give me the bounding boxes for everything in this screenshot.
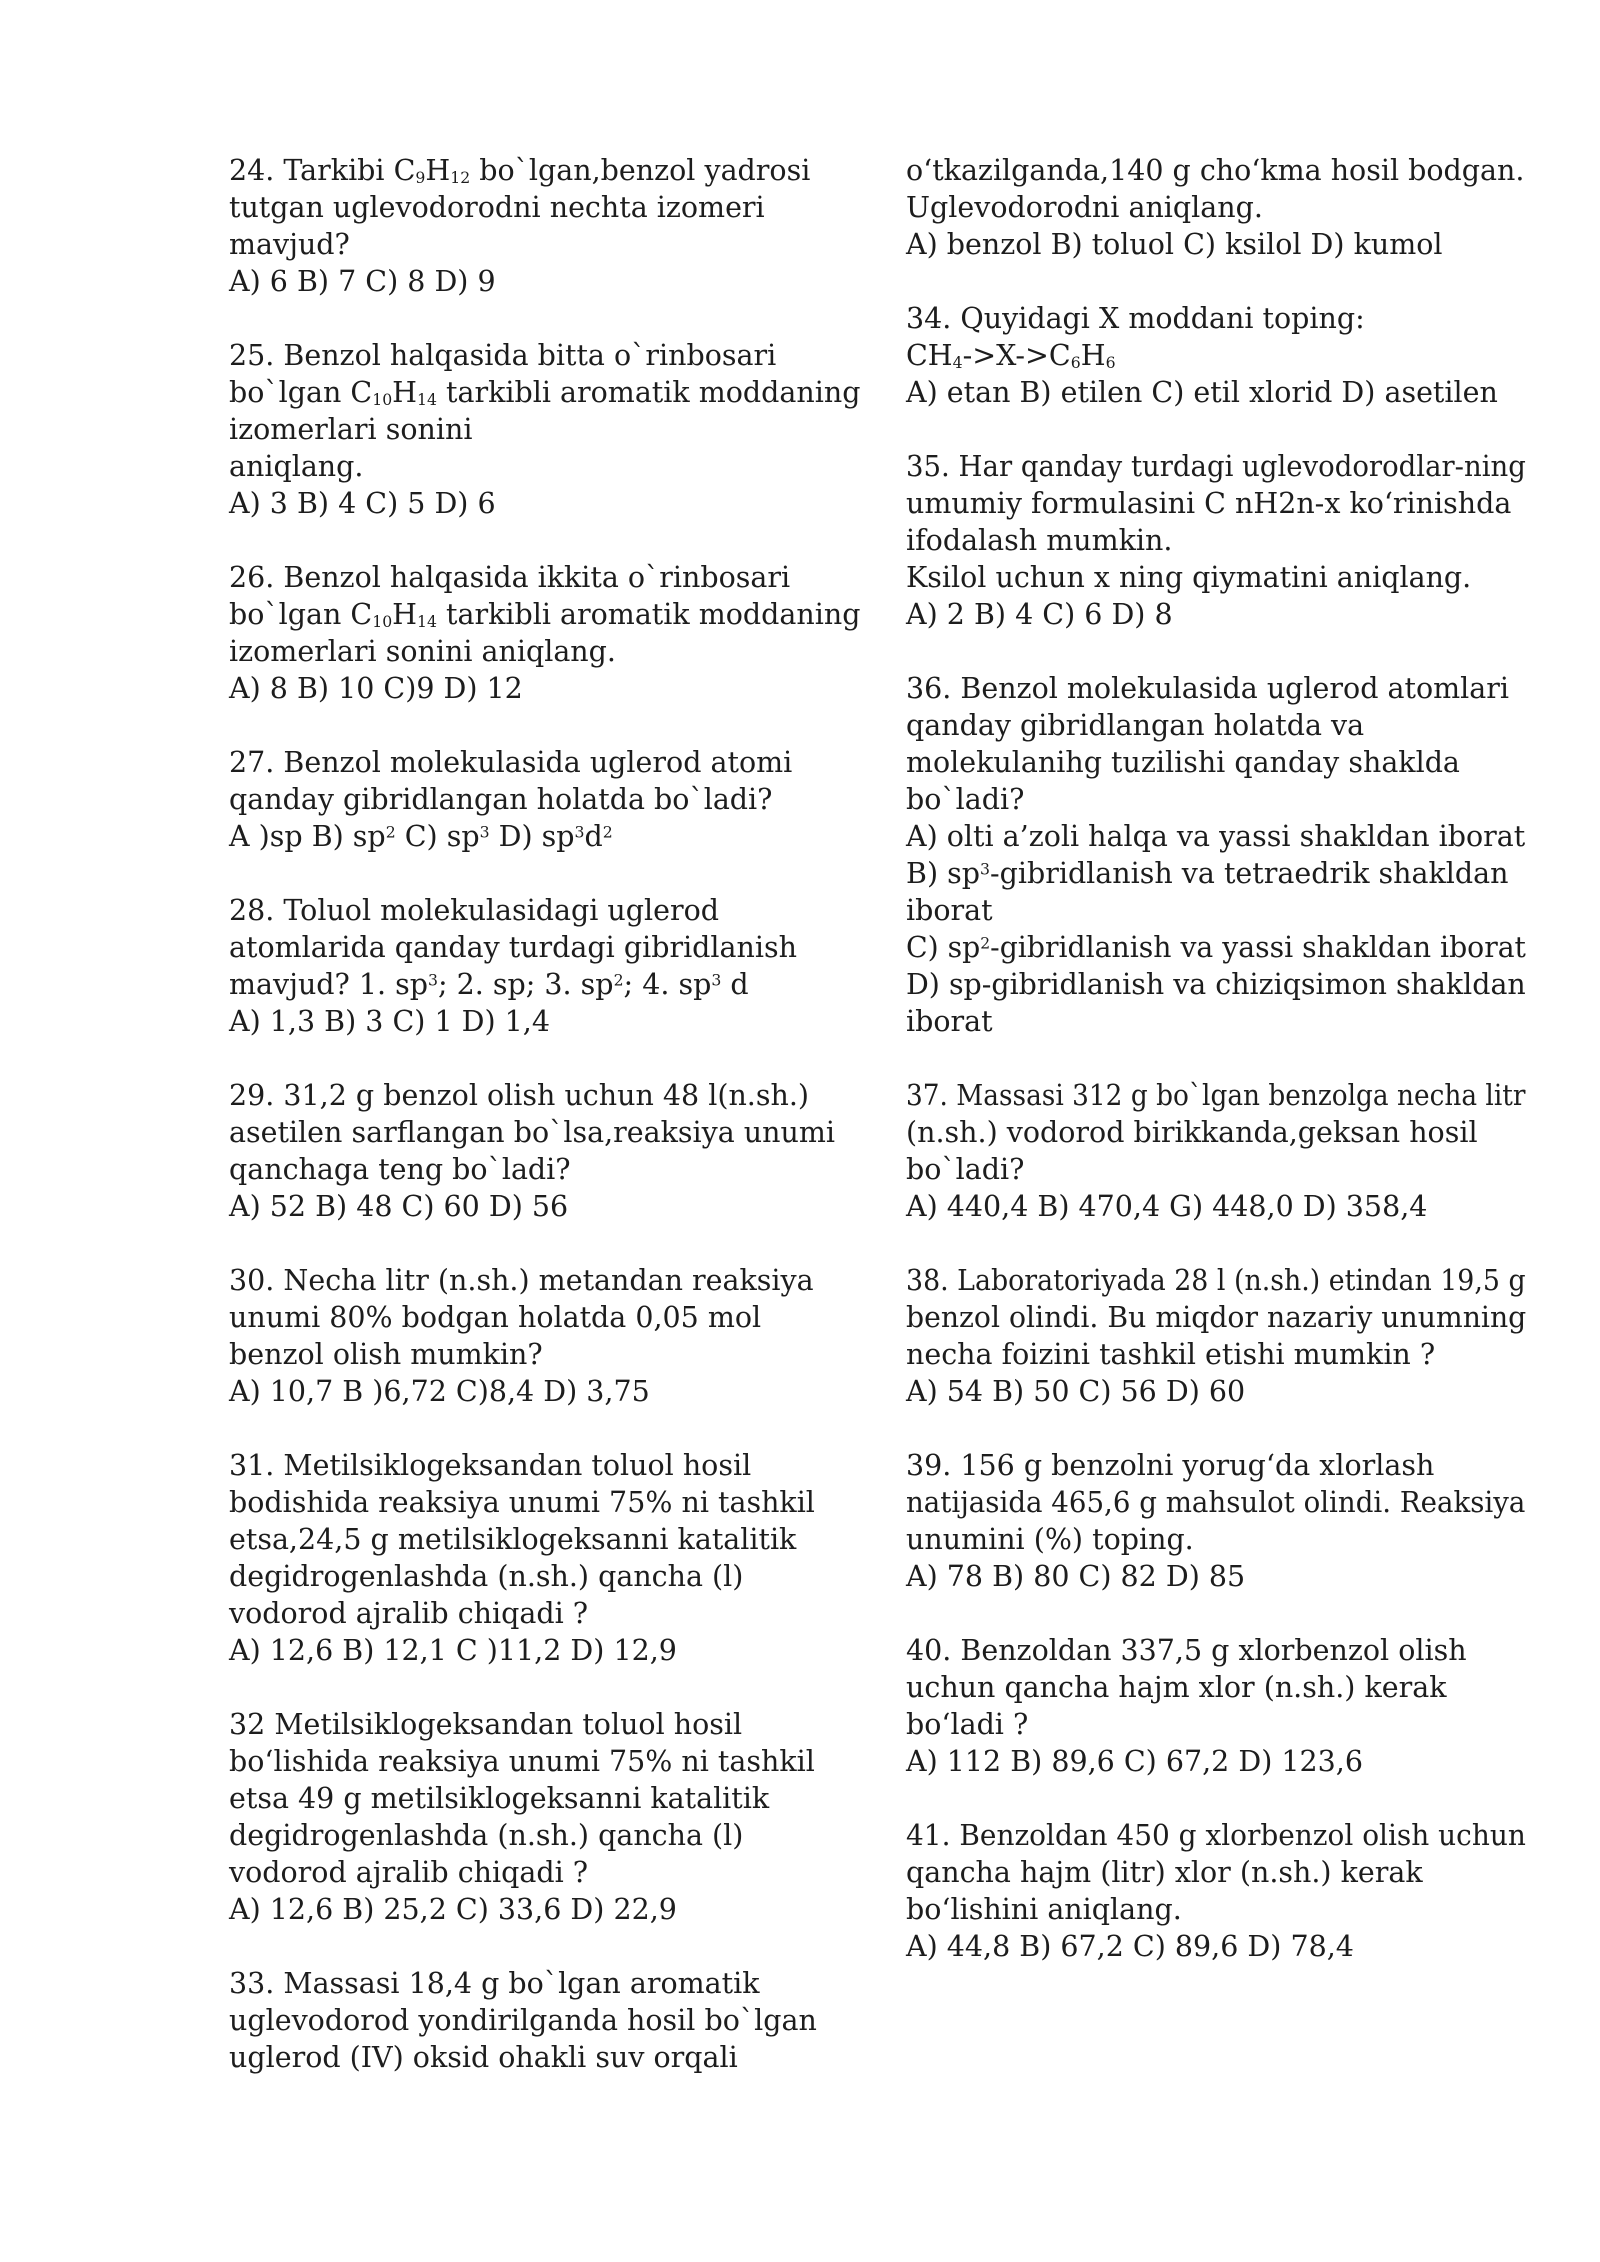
question-block	[906, 1077, 1526, 1225]
question-line: benzol olish mumkin?	[229, 1338, 543, 1371]
question-line: bo‘lishida reaksiya unumi 75% ni tashkil	[229, 1745, 815, 1778]
question-line: A) benzol B) toluol C) ksilol D) kumol	[906, 228, 1443, 261]
question-line: mavjud?	[229, 228, 350, 261]
question-line: asetilen sarflangan bo`lsa,reaksiya unumi	[229, 1116, 835, 1149]
question-line: qancha hajm (litr) xlor (n.sh.) kerak	[906, 1856, 1423, 1889]
question-line: bo`lgan $C_{10}H_{14}$ tarkibli aromatik moddaning	[229, 598, 861, 632]
question-line: 26. Benzol halqasida ikkita o`rinbosari	[229, 561, 791, 594]
question-line: degidrogenlashda (n.sh.) qancha (l)	[229, 1560, 744, 1593]
question-block	[906, 1262, 1526, 1410]
question-block	[229, 1077, 879, 1225]
question-line: bo`ladi?	[906, 783, 1025, 816]
question-line: degidrogenlashda (n.sh.) qancha (l)	[229, 1819, 744, 1852]
question-line: A) 2 B) 4 C) 6 D) 8	[906, 598, 1173, 631]
question-block	[229, 1706, 879, 1928]
question-line: etsa,24,5 g metilsiklogeksanni katalitik	[229, 1523, 797, 1556]
question-line: C) $sp^2$-gibridlanish va yassi shakldan iborat	[906, 931, 1526, 964]
question-line: bo`lgan $C_{10}H_{14}$ tarkibli aromatik moddaning	[229, 376, 861, 410]
question-line: 38. Laboratoriyada 28 l (n.sh.) etindan 19,5 g	[906, 1264, 1526, 1297]
question-line: Uglevodorodni aniqlang.	[906, 191, 1263, 224]
question-line: ifodalash mumkin.	[906, 524, 1173, 557]
question-line: atomlarida qanday turdagi gibridlanish	[229, 931, 797, 964]
question-line: A) 12,6 B) 12,1 C )11,2 D) 12,9	[229, 1634, 677, 1667]
question-line: 28. Toluol molekulasidagi uglerod	[229, 894, 720, 927]
question-line: A) 8 B) 10 C)9 D) 12	[229, 672, 523, 705]
question-line: A) 12,6 B) 25,2 C) 33,6 D) 22,9	[229, 1893, 677, 1926]
question-line: izomerlari sonini aniqlang.	[229, 635, 616, 668]
question-line: iborat	[906, 1005, 993, 1038]
question-line: uchun qancha hajm xlor (n.sh.) kerak	[906, 1671, 1447, 1704]
question-block	[906, 1447, 1526, 1595]
right-column	[906, 152, 1526, 2002]
question-line: qanday gibridlangan holatda va	[906, 709, 1365, 742]
question-block	[229, 337, 879, 522]
question-line: A) 112 B) 89,6 C) 67,2 D) 123,6	[906, 1745, 1363, 1778]
question-line: mavjud? 1. $sp^3$; 2. sp; 3. $sp^2$; 4. $sp^3$ d	[229, 968, 749, 1001]
question-line: 27. Benzol molekulasida uglerod atomi	[229, 746, 793, 779]
question-line: izomerlari sonini	[229, 413, 473, 446]
question-block	[229, 892, 879, 1040]
left-column	[229, 152, 879, 2113]
question-line: bo‘ladi ?	[906, 1708, 1029, 1741]
question-line: 31. Metilsiklogeksandan toluol hosil	[229, 1449, 752, 1482]
question-line: bo`ladi?	[906, 1153, 1025, 1186]
question-line: benzol olindi. Bu miqdor nazariy unumning	[906, 1301, 1527, 1334]
question-line: 36. Benzol molekulasida uglerod atomlari	[906, 672, 1509, 705]
question-line: molekulanihg tuzilishi qanday shaklda	[906, 746, 1460, 779]
question-line: 32 Metilsiklogeksandan toluol hosil	[229, 1708, 743, 1741]
question-block	[229, 1447, 879, 1669]
question-line: 24. Tarkibi $C_9H_{12}$ bo`lgan,benzol yadrosi	[229, 154, 811, 188]
question-block	[906, 448, 1526, 633]
question-line: A) 6 B) 7 C) 8 D) 9	[229, 265, 496, 298]
question-line: uglevodorod yondirilganda hosil bo`lgan	[229, 2004, 817, 2037]
question-line: A) etan B) etilen C) etil xlorid D) asetilen	[906, 376, 1498, 409]
question-line: 30. Necha litr (n.sh.) metandan reaksiya	[229, 1264, 814, 1297]
question-block	[906, 1632, 1526, 1780]
question-line: 34. Quyidagi X moddani toping:	[906, 302, 1365, 335]
question-line: Ksilol uchun x ning qiymatini aniqlang.	[906, 561, 1472, 594]
question-line: $CH_4->X->C_6H_6$	[906, 339, 1116, 373]
question-line: qanday gibridlangan holatda bo`ladi?	[229, 783, 773, 816]
question-block	[906, 670, 1526, 1040]
question-line: A) 3 B) 4 C) 5 D) 6	[229, 487, 496, 520]
question-line: 40. Benzoldan 337,5 g xlorbenzol olish	[906, 1634, 1467, 1667]
question-line: A )sp B) $sp^2$ C) $sp^3$ D) $sp^3d^2$	[229, 820, 613, 853]
question-line: B) $sp^3$-gibridlanish va tetraedrik shakldan	[906, 857, 1509, 890]
question-line: o‘tkazilganda,140 g cho‘kma hosil bodgan.	[906, 154, 1525, 187]
question-line: bodishida reaksiya unumi 75% ni tashkil	[229, 1486, 815, 1519]
question-line: 37. Massasi 312 g bo`lgan benzolga necha litr	[906, 1079, 1526, 1112]
question-line: 39. 156 g benzolni yorug‘da xlorlash	[906, 1449, 1435, 1482]
question-line: 41. Benzoldan 450 g xlorbenzol olish uchun	[906, 1819, 1526, 1852]
question-block	[906, 300, 1526, 411]
question-line: qanchaga teng bo`ladi?	[229, 1153, 571, 1186]
question-line: iborat	[906, 894, 993, 927]
question-block	[906, 152, 1526, 263]
question-block	[229, 1262, 879, 1410]
question-line: A) 440,4 B) 470,4 G) 448,0 D) 358,4	[906, 1190, 1428, 1223]
question-line: 35. Har qanday turdagi uglevodorodlar-ning	[906, 450, 1526, 483]
question-line: umumiy formulasini C nH2n-x ko‘rinishda	[906, 487, 1512, 520]
question-line: A) 54 B) 50 C) 56 D) 60	[906, 1375, 1246, 1408]
question-line: bo‘lishini aniqlang.	[906, 1893, 1182, 1926]
question-line: A) 44,8 B) 67,2 C) 89,6 D) 78,4	[906, 1930, 1354, 1963]
question-line: etsa 49 g metilsiklogeksanni katalitik	[229, 1782, 770, 1815]
question-line: tutgan uglevodorodni nechta izomeri	[229, 191, 765, 224]
question-line: vodorod ajralib chiqadi ?	[229, 1856, 589, 1889]
question-line: A) 52 B) 48 C) 60 D) 56	[229, 1190, 569, 1223]
question-block	[229, 152, 879, 300]
question-line: A) 78 B) 80 C) 82 D) 85	[906, 1560, 1246, 1593]
question-line: A) olti a’zoli halqa va yassi shakldan iborat	[906, 820, 1526, 853]
question-line: necha foizini tashkil etishi mumkin ?	[906, 1338, 1436, 1371]
question-block	[906, 1817, 1526, 1965]
question-line: 33. Massasi 18,4 g bo`lgan aromatik	[229, 1967, 760, 2000]
question-line: A) 10,7 B )6,72 C)8,4 D) 3,75	[229, 1375, 650, 1408]
question-line: vodorod ajralib chiqadi ?	[229, 1597, 589, 1630]
question-line: unumini (%) toping.	[906, 1523, 1194, 1556]
question-block	[229, 744, 879, 855]
question-block	[229, 1965, 879, 2076]
question-line: uglerod (IV) oksid ohakli suv orqali	[229, 2041, 738, 2074]
question-line: unumi 80% bodgan holatda 0,05 mol	[229, 1301, 762, 1334]
question-line: D) sp-gibridlanish va chiziqsimon shakldan	[906, 968, 1526, 1001]
question-line: 25. Benzol halqasida bitta o`rinbosari	[229, 339, 777, 372]
question-line: natijasida 465,6 g mahsulot olindi. Reaksiya	[906, 1486, 1526, 1519]
question-block	[229, 559, 879, 707]
question-line: aniqlang.	[229, 450, 364, 483]
question-line: (n.sh.) vodorod birikkanda,geksan hosil	[906, 1116, 1478, 1149]
question-line: 29. 31,2 g benzol olish uchun 48 l(n.sh.)	[229, 1079, 810, 1112]
question-line: A) 1,3 B) 3 C) 1 D) 1,4	[229, 1005, 550, 1038]
